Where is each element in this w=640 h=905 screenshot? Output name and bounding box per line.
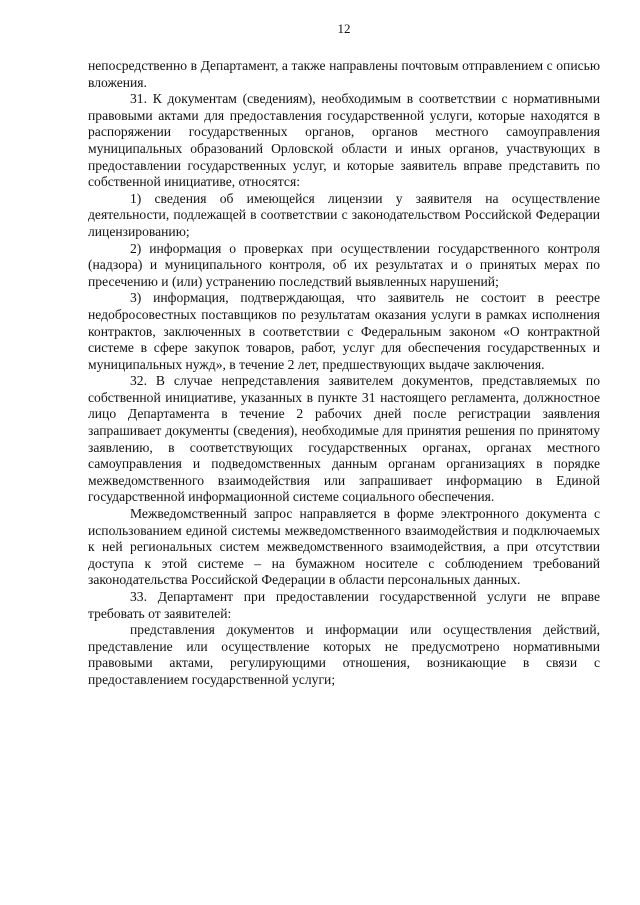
paragraph-subitem-1: 1) сведения об имеющейся лицензии у заявителя на осуществление деятельности, подлежащей в соответствии с законодательством Российской Федерации лицензированию; bbox=[88, 190, 600, 239]
page-number: 12 bbox=[337, 21, 351, 36]
paragraph-item-32: 32. В случае непредставления заявителем документов, представляемых по собственной инициативе, указанных в пункте 31 настоящего регламента, должностное лицо Департамента в течение 2 рабочих дней после регистрации заявления запрашивает документы (сведения), необходимые для принятия решения по принятому заявлению, в соответствующих государственных органах, органах местного самоуправления и подведомственных данным органам организациях в порядке межведомственного взаимодействия или запрашивает информацию в Единой государственной информационной системе социального обеспечения. bbox=[88, 373, 600, 505]
document-page bbox=[88, 20, 600, 689]
paragraph-item-33-clause: представления документов и информации или осуществления действий, представление или осуществление которых не предусмотрено нормативными правовыми актами, регулирующими отношения, возникающие в связи с предоставлением государственной услуги; bbox=[88, 622, 600, 687]
paragraph-interagency-request: Межведомственный запрос направляется в форме электронного документа с использованием единой системы межведомственного взаимодействия и подключаемых к ней региональных систем межведомственного взаимодействия, а при отсутствии доступа к этой системе – на бумажном носителе с соблюдением требований законодательства Российской Федерации в области персональных данных. bbox=[88, 506, 600, 588]
paragraph-item-31: 31. К документам (сведениям), необходимым в соответствии с нормативными правовыми актами для предоставления государственной услуги, которые находятся в распоряжении государственных органов, органов местного самоуправления муниципальных образований Орловской области и иных органов, участвующих в предоставлении государственных услуг, и которые заявитель вправе представить по собственной инициативе, относятся: bbox=[88, 91, 600, 190]
paragraph-subitem-3: 3) информация, подтверждающая, что заявитель не состоит в реестре недобросовестных поставщиков по результатам оказания услуги в рамках исполнения контрактов, заключенных в соответствии с Федеральным законом «О контрактной системе в сфере закупок товаров, работ, услуг для обеспечения государственных и муниципальных нужд», в течение 2 лет, предшествующих выдаче заключения. bbox=[88, 290, 600, 372]
paragraph-item-33: 33. Департамент при предоставлении государственной услуги не вправе требовать от заявителей: bbox=[88, 589, 600, 621]
paragraph-subitem-2: 2) информация о проверках при осуществлении государственного контроля (надзора) и муниципального контроля, об их результатах и о принятых мерах по пресечению и (или) устранению последствий выявленных нарушений; bbox=[88, 240, 600, 289]
document-body bbox=[88, 58, 600, 689]
paragraph-continuation: непосредственно в Департамент, а также направлены почтовым отправлением с описью вложения. bbox=[88, 58, 600, 90]
